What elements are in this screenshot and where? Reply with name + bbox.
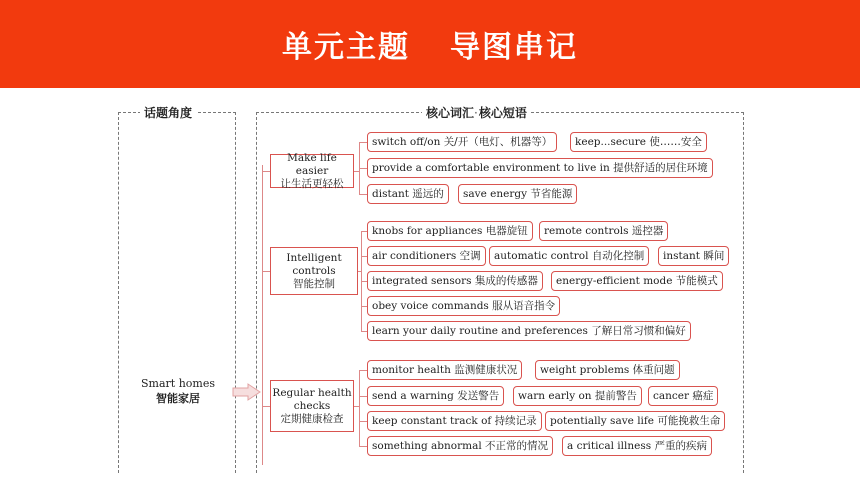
- topic-angle-header: 话题角度: [140, 104, 196, 121]
- phrase-learn-routine: learn your daily routine and preferences 了解日常习惯和偏好: [367, 321, 691, 341]
- phrase-integrated-sensors: integrated sensors 集成的传感器: [367, 271, 543, 291]
- banner-title-part1: 单元主题: [282, 30, 410, 65]
- arrow-right-icon: [232, 383, 262, 401]
- phrase-cancer: cancer 癌症: [648, 386, 718, 406]
- category-intelligent-controls: Intelligent controls 智能控制: [270, 247, 358, 295]
- phrase-instant: instant 瞬间: [658, 246, 729, 266]
- phrase-something-abnormal: something abnormal 不正常的情况: [367, 436, 553, 456]
- title-banner: [0, 0, 860, 88]
- phrase-send-warning: send a warning 发送警告: [367, 386, 504, 406]
- topic-angle-frame: [118, 112, 236, 473]
- phrase-switch-off-on: switch off/on 关/开（电灯、机器等）: [367, 132, 557, 152]
- main-spine: [262, 165, 263, 465]
- phrase-critical-illness: a critical illness 严重的疾病: [562, 436, 712, 456]
- phrase-air-conditioners: air conditioners 空调: [367, 246, 486, 266]
- phrase-remote-controls: remote controls 遥控器: [539, 221, 668, 241]
- phrase-save-energy: save energy 节省能源: [458, 184, 577, 204]
- vocab-header: 核心词汇·核心短语: [422, 104, 531, 121]
- topic-zh: 智能家居: [156, 392, 200, 405]
- topic-label: [128, 376, 228, 406]
- phrase-warn-early: warn early on 提前警告: [513, 386, 642, 406]
- topic-en: Smart homes: [141, 377, 215, 390]
- phrase-distant: distant 遥远的: [367, 184, 449, 204]
- phrase-energy-efficient: energy-efficient mode 节能模式: [551, 271, 723, 291]
- phrase-automatic-control: automatic control 自动化控制: [489, 246, 649, 266]
- category-make-life-easier: Make life easier 让生活更轻松: [270, 154, 354, 188]
- banner-title-part2: 导图串记: [450, 30, 578, 65]
- phrase-save-life: potentially save life 可能挽救生命: [545, 411, 725, 431]
- phrase-monitor-health: monitor health 监测健康状况: [367, 360, 522, 380]
- phrase-weight-problems: weight problems 体重问题: [535, 360, 680, 380]
- phrase-provide-environment: provide a comfortable environment to live in 提供舒适的居住环境: [367, 158, 713, 178]
- phrase-knobs: knobs for appliances 电器旋钮: [367, 221, 533, 241]
- category-regular-health-checks: Regular health checks 定期健康检查: [270, 380, 354, 432]
- phrase-keep-track: keep constant track of 持续记录: [367, 411, 542, 431]
- phrase-obey-voice: obey voice commands 服从语音指令: [367, 296, 560, 316]
- phrase-keep-secure: keep...secure 使……安全: [570, 132, 707, 152]
